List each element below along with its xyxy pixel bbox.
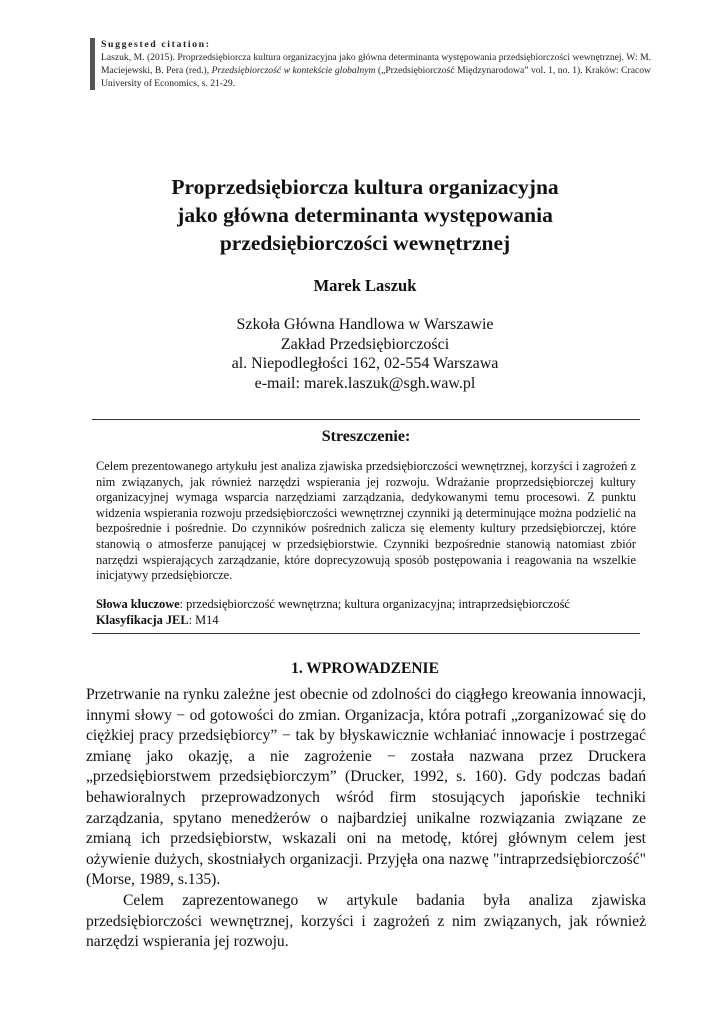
jel-label: Klasyfikacja JEL bbox=[96, 612, 189, 627]
suggested-citation bbox=[90, 38, 651, 90]
body-paragraph-1: Przetrwanie na rynku zależne jest obecnie od zdolności do ciągłego kreowania innowacji, innymi słowy − od gotowości do zmian. Organizacja, która potrafi „zorganizować się do ciężkiej pracy przedsiębiorcy” − tak by błyskawicznie wchłaniać innowacje i postrzegać zmianę jako okazję, a nie zagrożenie − została nazwana przez Druckera „przedsiębiorstwem przedsiębiorczym” (Drucker, 1992, s. 160). Gdy podczas badań behawioralnych przeprowadzonych wśród firm stosujących japońskie techniki zarządzania, spytano menedżerów o najbardziej unikalne rozwiązania związane ze zmianą ich przedsiębiorstw, wskazali oni na metodę, której głównym celem jest ożywienie dużych, skostniałych organizacji. Przyjęła ona nazwę "intraprzedsiębiorczość" (Morse, 1989, s.135). bbox=[86, 686, 646, 889]
jel-line bbox=[96, 613, 636, 629]
abstract-text: Celem prezentowanego artykułu jest analiza zjawiska przedsiębiorczości wewnętrznej, korzyści i zagrożeń z nim związanych, jak również narzędzi wspierania jej rozwoju. Wdrażanie proprzedsiębiorczej kultury organizacyjnej wymaga wsparcia narzędziami zarządzania, dedykowanymi temu procesowi. Z punktu widzenia wspierania rozwoju przedsiębiorczości wewnętrznej czynniki ją determinujące można podzielić na bezpośrednie i pośrednie. Do czynników pośrednich zalicza się elementy kultury przedsiębiorczej, które stanowią o atmosferze panującej w przedsiębiorstwie. Czynniki bezpośrednie stanowią natomiast zbiór narzędzi wspierających zarządzanie, które doprecyzowują sposób postępowania i reagowania na wszelkie inicjatywy przedsiębiorcze. bbox=[96, 459, 636, 583]
body-paragraph-2: Celem zaprezentowanego w artykule badania była analiza zjawiska przedsiębiorczości wewnętrznej, korzyści i zagrożeń z nim związanych, jak również narzędzi wspierania jej rozwoju. bbox=[86, 891, 646, 951]
citation-text: Laszuk, M. (2015). Proprzedsiębiorcza kultura organizacyjna jako główna determinanta występowania przedsiębiorczości wewnętrznej. W: M. Maciejewski, B. Pera (red.), Przedsiębiorczość w kontekście globalnym („Przedsiębiorczość Międzynarodowa” vol. 1, no. 1). Kraków: Cracow University of Economics, s. 21-29. bbox=[101, 52, 651, 89]
title-line-3: przedsiębiorczości wewnętrznej bbox=[219, 231, 511, 255]
abstract-top-divider bbox=[92, 419, 640, 420]
affiliation-department: Zakład Przedsiębiorczości bbox=[280, 335, 450, 353]
abstract-bottom-divider bbox=[92, 633, 640, 634]
keywords-block bbox=[96, 597, 636, 628]
affiliation-address: al. Niepodległości 162, 02-554 Warszawa bbox=[231, 355, 499, 372]
keywords-label: Słowa kluczowe bbox=[96, 597, 180, 611]
affiliation-email: e-mail: marek.laszuk@sgh.waw.pl bbox=[254, 374, 476, 392]
section-heading: 1. WPROWADZENIE bbox=[291, 660, 439, 677]
abstract-heading: Streszczenie: bbox=[321, 428, 411, 445]
author-name: Marek Laszuk bbox=[313, 276, 417, 295]
paper-title bbox=[80, 173, 650, 257]
keywords-value: : przedsiębiorczość wewnętrzna; kultura organizacyjna; intraprzedsiębiorczość bbox=[179, 597, 570, 611]
citation-label: Suggested citation: bbox=[101, 39, 211, 50]
jel-value: : M14 bbox=[188, 612, 219, 627]
keywords-line bbox=[96, 597, 636, 613]
citation-book-title: Przedsiębiorczość w kontekście globalnym bbox=[211, 65, 376, 76]
affiliation bbox=[80, 315, 650, 393]
title-line-1: Proprzedsiębiorcza kultura organizacyjna bbox=[171, 175, 559, 199]
section-body bbox=[86, 685, 646, 953]
title-line-2: jako główna determinanta występowania bbox=[177, 203, 553, 227]
affiliation-institution: Szkoła Główna Handlowa w Warszawie bbox=[236, 316, 494, 333]
